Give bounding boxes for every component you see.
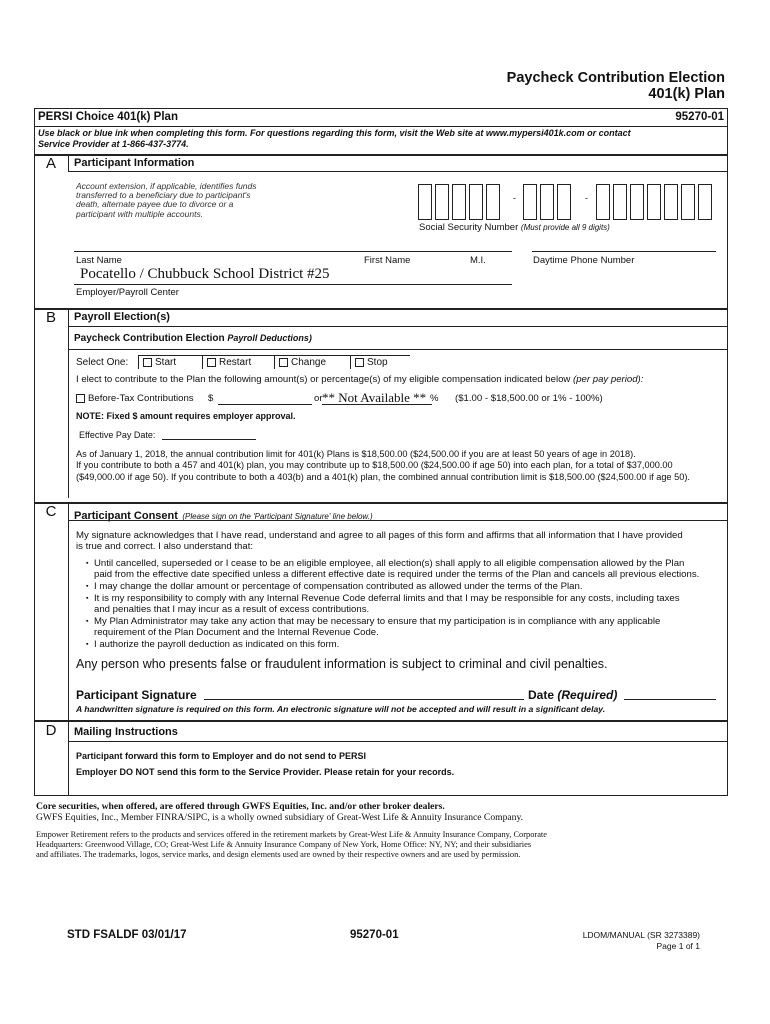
elect-statement: I elect to contribute to the Plan the following amount(s) or percentage(s) of my eligible compensation indicated below (per pay period): (76, 374, 644, 385)
ssn-digit-5[interactable] (486, 184, 500, 220)
ssn-digit-1[interactable] (418, 184, 432, 220)
signature-note: A handwritten signature is required on this form. An electronic signature will not be accepted and will result in a significant delay. (76, 704, 606, 714)
section-divider (34, 154, 728, 156)
dollar-amount-field[interactable] (218, 404, 312, 405)
ssn-digit-12[interactable] (647, 184, 661, 220)
last-name-label: Last Name (76, 255, 122, 266)
select-one-label: Select One: (76, 357, 129, 368)
fixed-amount-note: NOTE: Fixed $ amount requires employer approval. (76, 411, 296, 421)
divider (68, 155, 69, 171)
ssn-separator: - (513, 193, 516, 203)
ssn-label-row (419, 222, 610, 233)
section-divider (34, 308, 728, 310)
or-label: or (314, 393, 323, 404)
section-d-letter: D (45, 722, 57, 739)
checkbox-icon (76, 394, 85, 403)
ssn-digit-7[interactable] (540, 184, 554, 220)
ssn-digit-2[interactable] (435, 184, 449, 220)
std-code: STD FSALDF 03/01/17 (67, 929, 187, 941)
ssn-digit-9[interactable] (596, 184, 610, 220)
ssn-digit-8[interactable] (557, 184, 571, 220)
change-option[interactable]: Change (274, 355, 350, 369)
signature-line[interactable] (204, 699, 524, 700)
divider (68, 741, 728, 742)
election-subtitle-note: Payroll Deductions) (227, 333, 312, 343)
checkbox-icon (207, 358, 216, 367)
date-label: Date (528, 688, 555, 702)
plan-name: PERSI Choice 401(k) Plan (38, 111, 178, 123)
employer-value[interactable]: Pocatello / Chubbuck School District #25 (80, 266, 330, 282)
date-required: (Required) (557, 688, 618, 702)
divider (68, 309, 69, 326)
checkbox-icon (355, 358, 364, 367)
consent-bullet: ▪ My Plan Administrator may take any action that may be necessary to ensure that my participation is in compliance with any applicable requirement of the Plan Document and the Internal Revenue Code. (94, 616, 722, 639)
divider (68, 722, 69, 796)
effective-date-field[interactable] (162, 439, 256, 440)
consent-heading (74, 506, 373, 524)
ssn-note: (Must provide all 9 digits) (520, 223, 610, 232)
contribution-limit-text: As of January 1, 2018, the annual contribution limit for 401(k) Plans is $18,500.00 ($24,500.00 if you are at least 50 years of age in 2018). If you contribute to both a 457 and 401(k) plan, you may contribute up to $18,500.00 ($24,500.00 if age 50) into each plan, for a total of $37,000.00 ($49,000.00 if age 50). If you contribute to both a 403(b) and a 401(k) plan, the combined annual contribution limit is $18,500.00 ($24,500.00 if age 50). (76, 449, 690, 482)
mailing-line-1: Participant forward this form to Employer and do not send to PERSI (76, 751, 367, 761)
ssn-digit-11[interactable] (630, 184, 644, 220)
divider (68, 520, 728, 521)
phone-line[interactable] (532, 251, 716, 252)
securities-disclosure-bold: Core securities, when offered, are offered through GWFS Equities, Inc. and/or other broker dealers. (36, 801, 445, 812)
ssn-digit-3[interactable] (452, 184, 466, 220)
footer-form-number: 95270-01 (350, 929, 399, 941)
form-title: Paycheck Contribution Election (506, 70, 725, 86)
stop-option[interactable]: Stop (350, 355, 410, 369)
consent-bullet: ▪ It is my responsibility to comply with any Internal Revenue Code deferral limits and that I may be responsible for any costs, including taxes and penalties that I may incur as a result of excess contributions. (94, 593, 722, 616)
divider (68, 171, 728, 172)
start-option[interactable]: Start (138, 355, 202, 369)
checkbox-icon (279, 358, 288, 367)
section-divider (34, 720, 728, 722)
ssn-digit-6[interactable] (523, 184, 537, 220)
ssn-label: Social Security Number (419, 222, 519, 233)
employer-label: Employer/Payroll Center (76, 287, 179, 298)
divider (68, 349, 728, 350)
fraud-warning: Any person who presents false or fraudulent information is subject to criminal and civil penalties. (76, 657, 608, 671)
section-c-note: (Please sign on the 'Participant Signature' line below.) (182, 512, 373, 521)
section-d-title: Mailing Instructions (74, 726, 178, 738)
ssn-digit-14[interactable] (681, 184, 695, 220)
checkbox-icon (143, 358, 152, 367)
consent-bullet: ▪ I may change the dollar amount or percentage of compensation contributed as allowed under the terms of the Plan. (94, 581, 722, 592)
section-c-letter: C (45, 503, 57, 520)
ssn-digit-15[interactable] (698, 184, 712, 220)
percent-sign: % (430, 393, 439, 404)
divider (68, 326, 69, 498)
ssn-digit-4[interactable] (469, 184, 483, 220)
first-name-label: First Name (364, 255, 411, 266)
ldom-code: LDOM/MANUAL (SR 3273389) (582, 930, 700, 940)
empower-disclosure: Empower Retirement refers to the products and services offered in the retirement markets by Great-West Life & Annuity Insurance Company, Corporate Headquarters: Greenwood Village, CO; Great-West Life & Annuity Insurance Company of New York, Home Office: NY, NY; and their subsidiaries and affiliates. The trademarks, logos, service marks, and design elements used are owned by their respective owners and are used by permission. (36, 830, 547, 860)
divider (68, 326, 728, 327)
ssn-separator: - (585, 193, 588, 203)
mi-label: M.I. (470, 255, 486, 266)
contribution-election-heading (74, 333, 312, 344)
consent-bullet: ▪ Until cancelled, superseded or I cease to be an eligible employee, all election(s) shall apply to all eligible compensation allowed by the Plan paid from the effective date specified unless a different effective date is required under the terms of the Plan and cancels all previous elections. (94, 558, 722, 581)
phone-label: Daytime Phone Number (533, 255, 635, 266)
percent-field (322, 404, 432, 405)
plan-form-number: 95270-01 (675, 111, 724, 123)
consent-intro: My signature acknowledges that I have read, understand and agree to all pages of this form and affirms that all information that I have provided is true and correct. I also understand that: (76, 530, 683, 553)
section-a-title: Participant Information (74, 157, 195, 169)
ssn-digit-10[interactable] (613, 184, 627, 220)
effective-date-label: Effective Pay Date: (79, 430, 156, 440)
form-subtitle: 401(k) Plan (648, 86, 725, 102)
mailing-line-2: Employer DO NOT send this form to the Service Provider. Please retain for your records. (76, 767, 455, 777)
section-a-letter: A (45, 155, 56, 172)
page-number: Page 1 of 1 (656, 941, 700, 951)
section-b-title: Payroll Election(s) (74, 311, 170, 323)
account-extension-note: Account extension, if applicable, identifies funds transferred to a beneficiary due to participant's death, alternate payee due to divorce or a participant with multiple accounts. (76, 181, 257, 219)
dollar-sign: $ (208, 393, 214, 404)
election-subtitle: Paycheck Contribution Election (74, 333, 225, 344)
divider (34, 126, 728, 127)
section-b-letter: B (45, 309, 56, 326)
divider (68, 503, 69, 720)
securities-disclosure: GWFS Equities, Inc., Member FINRA/SIPC, is a wholly owned subsidiary of Great-West Life & Annuity Insurance Company. (36, 812, 524, 823)
pretax-option[interactable]: Before-Tax Contributions (76, 393, 194, 404)
section-c-title: Participant Consent (74, 510, 178, 522)
restart-option[interactable]: Restart (202, 355, 274, 369)
consent-bullet: ▪ I authorize the payroll deduction as indicated on this form. (94, 639, 722, 650)
instructions: Use black or blue ink when completing this form. For questions regarding this form, visit the Web site at www.mypersi401k.com or contact Service Provider at 1-866-437-3774. (38, 128, 631, 149)
contribution-range: ($1.00 - $18,500.00 or 1% - 100%) (455, 393, 603, 404)
employer-line (74, 284, 512, 285)
signature-label: Participant Signature (76, 688, 197, 702)
date-line[interactable] (624, 699, 716, 700)
section-divider (34, 502, 728, 504)
name-line[interactable] (74, 251, 512, 252)
ssn-digit-13[interactable] (664, 184, 678, 220)
not-available-value[interactable]: ** Not Available ** (322, 390, 427, 405)
date-heading (528, 688, 617, 702)
